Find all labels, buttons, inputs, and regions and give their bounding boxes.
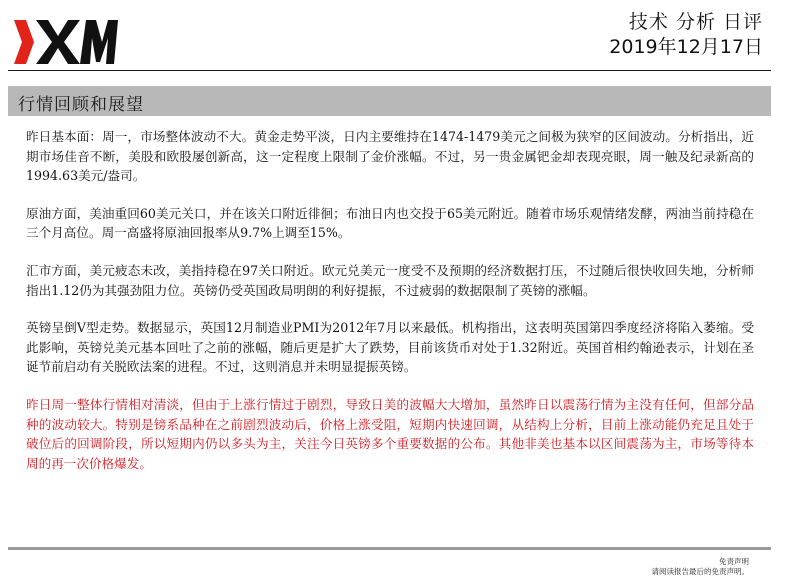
disclaimer-title: 免责声明 bbox=[719, 557, 749, 566]
disclaimer-text: 请阅读报告最后的免责声明。 bbox=[651, 567, 749, 576]
paragraph-fx: 汇市方面，美元疲态未改，美指持稳在97关口附近。欧元兑美元一度受不及预期的经济数据打压，不过随后很快收回失地，分析师指出1.12仍为其强劲阻力位。英镑仍受英国政局明朗的利好提振，不过疲弱的数据限制了英镑的涨幅。 bbox=[26, 262, 754, 298]
section-header bbox=[8, 86, 771, 116]
report-date: 2019年12月17日 bbox=[609, 36, 763, 58]
report-type: 技术 分析 日评 bbox=[628, 11, 763, 33]
footer-divider bbox=[8, 547, 771, 550]
disclaimer bbox=[652, 557, 750, 577]
paragraph-gbp: 英镑呈倒V型走势。数据显示，英国12月制造业PMI为2012年7月以来最低。机构指出，这表明英国第四季度经济将陷入萎缩。受此影响，英镑兑美元基本回吐了之前的涨幅，随后更是扩大了跌势，目前该货币对处于1.32附近。英国首相约翰逊表示，计划在圣诞节前启动有关脱欧法案的进程。不过，这则消息并未明显提振英镑。 bbox=[26, 320, 754, 375]
report-body bbox=[26, 127, 754, 473]
paragraph-fundamentals: 昨日基本面：周一，市场整体波动不大。黄金走势平淡，日内主要维持在1474-1479美元之间极为狭窄的区间波动。分析指出，近期市场佳音不断，美股和欧股屡创新高，这一定程度上限制了金价涨幅。不过，另一贵金属钯金却表现亮眼，周一触及纪录新高的1994.63美元/盎司。 bbox=[26, 129, 754, 184]
xm-logo bbox=[12, 14, 122, 70]
xm-logo-mark bbox=[12, 14, 122, 70]
paragraph-outlook: 昨日周一整体行情相对清淡，但由于上涨行情过于剧烈，导致日美的波幅大大增加，虽然昨日以震荡行情为主没有任何，但部分品种的波动较大。特别是镑系品种在之前剧烈波动后，价格上涨受阻，短期内快速回调，从结构上分析，目前上涨动能仍充足且处于破位后的回调阶段，所以短期内仍以多头为主，关注今日英镑多个重要数据的公布。其他非美也基本以区间震荡为主，市场等待本周的再一次价格爆发。 bbox=[26, 396, 754, 471]
report-header bbox=[609, 10, 763, 60]
header-divider bbox=[8, 70, 771, 71]
section-title: 行情回顾和展望 bbox=[18, 95, 144, 115]
paragraph-oil: 原油方面，美油重回60美元关口，并在该关口附近徘徊；布油日内也交投于65美元附近。随着市场乐观情绪发酵，两油当前持稳在三个月高位。周一高盛将原油回报率从9.7%上调至15%。 bbox=[26, 205, 754, 241]
